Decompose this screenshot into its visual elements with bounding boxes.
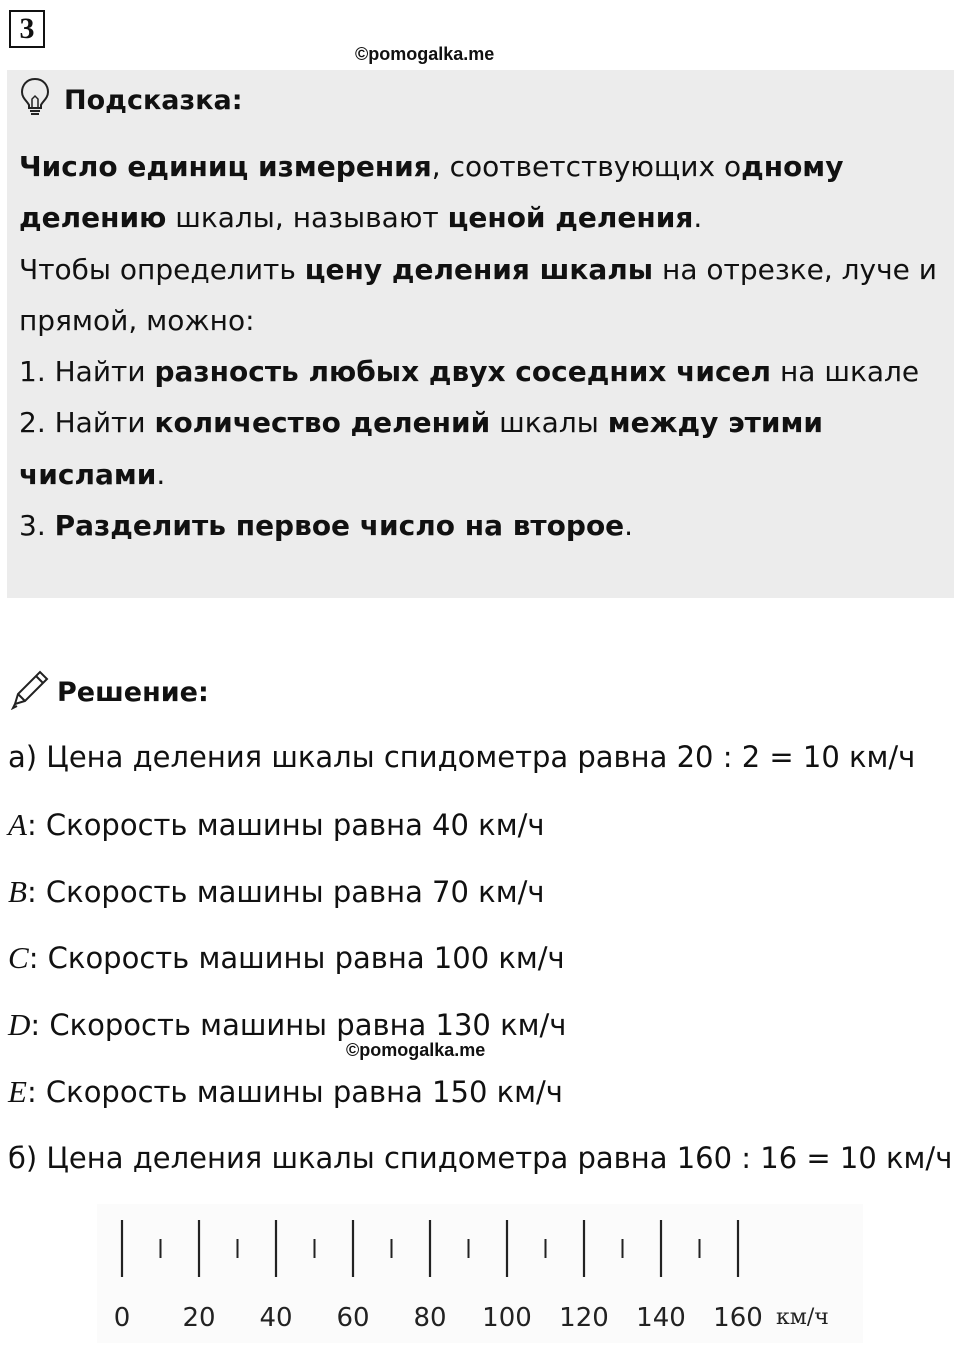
scale-label: 60 bbox=[336, 1303, 370, 1333]
scale-label: 20 bbox=[182, 1303, 216, 1333]
scale-svg bbox=[97, 1204, 863, 1343]
hint-line: Число единиц измерения, соответствующих одному bbox=[19, 150, 844, 183]
lightbulb-icon bbox=[20, 77, 50, 124]
solution-item: A: Скорость машины равна 40 км/ч bbox=[8, 807, 545, 842]
scale-label: 120 bbox=[559, 1303, 609, 1333]
pencil-icon bbox=[9, 668, 51, 717]
solution-part-b: б) Цена деления шкалы спидометра равна 160 : 16 = 10 км/ч bbox=[8, 1141, 953, 1175]
scale-label: 160 bbox=[713, 1303, 763, 1333]
scale-label: 100 bbox=[482, 1303, 532, 1333]
hint-line: Чтобы определить цену деления шкалы на отрезке, луче и bbox=[19, 252, 937, 286]
speedometer-scale bbox=[97, 1204, 863, 1343]
hint-step: 2. Найти количество делений шкалы между этими bbox=[19, 406, 824, 440]
solution-item: E: Скорость машины равна 150 км/ч bbox=[8, 1074, 563, 1109]
scale-label: 40 bbox=[259, 1303, 293, 1333]
solution-header bbox=[9, 670, 209, 714]
solution-item: C: Скорость машины равна 100 км/ч bbox=[8, 940, 565, 975]
scale-label: 80 bbox=[413, 1303, 447, 1333]
solution-item: D: Скорость машины равна 130 км/ч bbox=[8, 1007, 567, 1042]
hint-step: 1. Найти разность любых двух соседних чисел на шкале bbox=[19, 355, 920, 389]
watermark: ©pomogalka.me bbox=[355, 44, 495, 64]
hint-text bbox=[19, 141, 954, 551]
hint-step: числами. bbox=[19, 457, 166, 491]
watermark: ©pomogalka.me bbox=[346, 1040, 486, 1060]
hint-header bbox=[20, 80, 243, 120]
solution-title: Решение: bbox=[57, 676, 209, 708]
scale-unit: км/ч bbox=[776, 1305, 829, 1330]
task-number: 3 bbox=[9, 10, 45, 48]
hint-title: Подсказка: bbox=[64, 84, 243, 116]
hint-line: делению шкалы, называют ценой деления. bbox=[19, 201, 703, 235]
scale-label: 0 bbox=[113, 1303, 131, 1333]
scale-label: 140 bbox=[636, 1303, 686, 1333]
hint-step: 3. Разделить первое число на второе. bbox=[19, 509, 634, 543]
solution-part-a: а) Цена деления шкалы спидометра равна 20 : 2 = 10 км/ч bbox=[8, 740, 916, 774]
hint-line: прямой, можно: bbox=[19, 303, 255, 337]
solution-item: B: Скорость машины равна 70 км/ч bbox=[8, 874, 545, 909]
